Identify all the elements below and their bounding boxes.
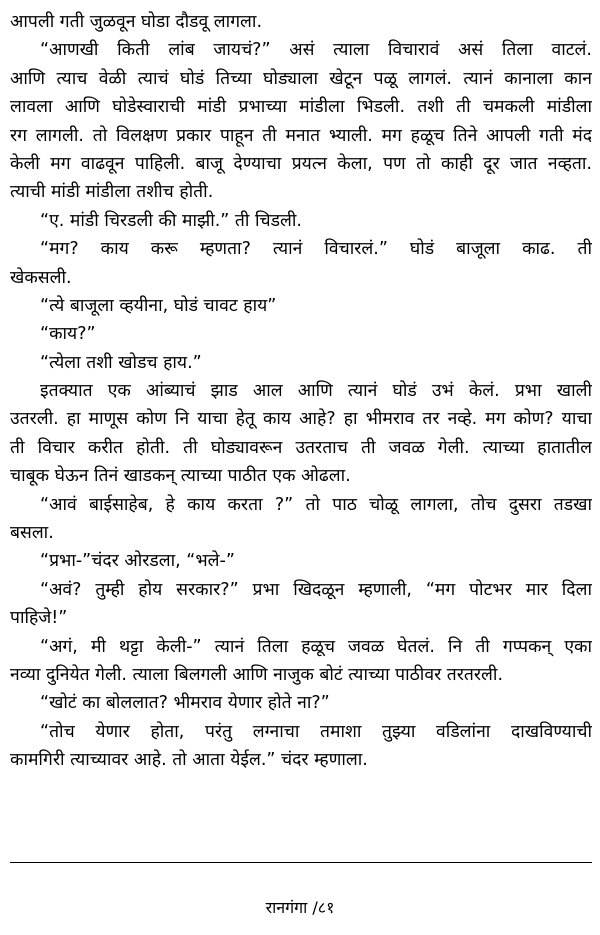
text-line: “खोटं का बोललात? भीमराव येणार होते ना?” (40, 693, 330, 714)
text-line: चाबूक घेऊन तिनं खाडकन् त्याच्या पाठीत एक ओढला. (10, 466, 351, 487)
footer-rule (10, 862, 592, 863)
text-line: नव्या दुनियेत गेली. त्याला बिलगली आणि नाजुक बोटं त्याच्या पाठीवर तरतरली. (10, 664, 504, 685)
book-page-body (10, 8, 592, 775)
text-line: “अवं? तुम्ही होय सरकार?” प्रभा खिदळून म्हणाली, “मग पोटभर मार दिला (40, 579, 592, 600)
text-line: “त्येला तशी खोडच हाय.” (40, 352, 202, 373)
text-line: लावला आणि घोडेस्वाराची मांडी प्रभाच्या मांडीला भिडली. तशी ती चमकली मांडीला (10, 97, 592, 118)
text-line: ती विचार करीत होती. ती घोड्यावरून उतरताच ती जवळ गेली. त्याच्या हातातील (10, 437, 592, 458)
text-line: आणि त्याच वेळी त्याचं घोडं तिच्या घोड्याला खेटून पळू लागलं. त्यानं कानाला कान (10, 68, 592, 89)
text-line: “ए. मांडी चिरडली की माझी.” ती चिडली. (40, 210, 302, 231)
text-line: उतरली. हा माणूस कोण नि याचा हेतू काय आहे? हा भीमराव तर नव्हे. मग कोण? याचा (10, 409, 592, 430)
text-line: खेकसली. (10, 267, 72, 288)
text-line: रग लागली. तो विलक्षण प्रकार पाहून ती मनात भ्याली. मग हळूच तिने आपली गती मंद (10, 125, 592, 146)
text-line: त्याची मांडी मांडीला तशीच होती. (10, 182, 214, 203)
text-line: केली मग वाढवून पाहिली. बाजू देण्याचा प्रयत्न केला, पण तो काही दूर जात नव्हता. (10, 153, 592, 174)
text-line: कामगिरी त्याच्यावर आहे. तो आता येईल.” चंदर म्हणाला. (10, 750, 368, 771)
text-line: “मग? काय करू म्हणता? त्यानं विचारलं.” घोडं बाजूला काढ. ती (40, 239, 592, 260)
text-line: “आवं बाईसाहेब, हे काय करता ?” तो पाठ चोळू लागला, तोच दुसरा तडखा (40, 494, 592, 515)
text-line: इतक्यात एक आंब्याचं झाड आल आणि त्यानं घोडं उभं केलं. प्रभा खाली (40, 381, 592, 402)
text-line: “तोच येणार होता, परंतु लग्नाचा तमाशा तुझ्या वडिलांना दाखविण्याची (40, 721, 592, 742)
text-line: “काय?” (40, 324, 96, 345)
text-line: पाहिजे!” (10, 608, 68, 629)
text-line: आपली गती जुळवून घोडा दौडवू लागला. (10, 12, 263, 32)
page-footer: रानगंगा /८१ (265, 898, 335, 917)
text-line: “त्ये बाजूला व्हयीना, घोडं चावट हाय” (40, 295, 277, 316)
text-line: “प्रभा-”चंदर ओरडला, “भले-” (40, 551, 235, 572)
text-line: बसला. (10, 523, 54, 544)
text-line: “आणखी किती लांब जायचं?” असं त्याला विचारावं असं तिला वाटलं. (40, 40, 592, 61)
text-line: “अगं, मी थट्टा केली-” त्यानं तिला हळूच जवळ घेतलं. नि ती गप्पकन् एका (40, 636, 592, 657)
